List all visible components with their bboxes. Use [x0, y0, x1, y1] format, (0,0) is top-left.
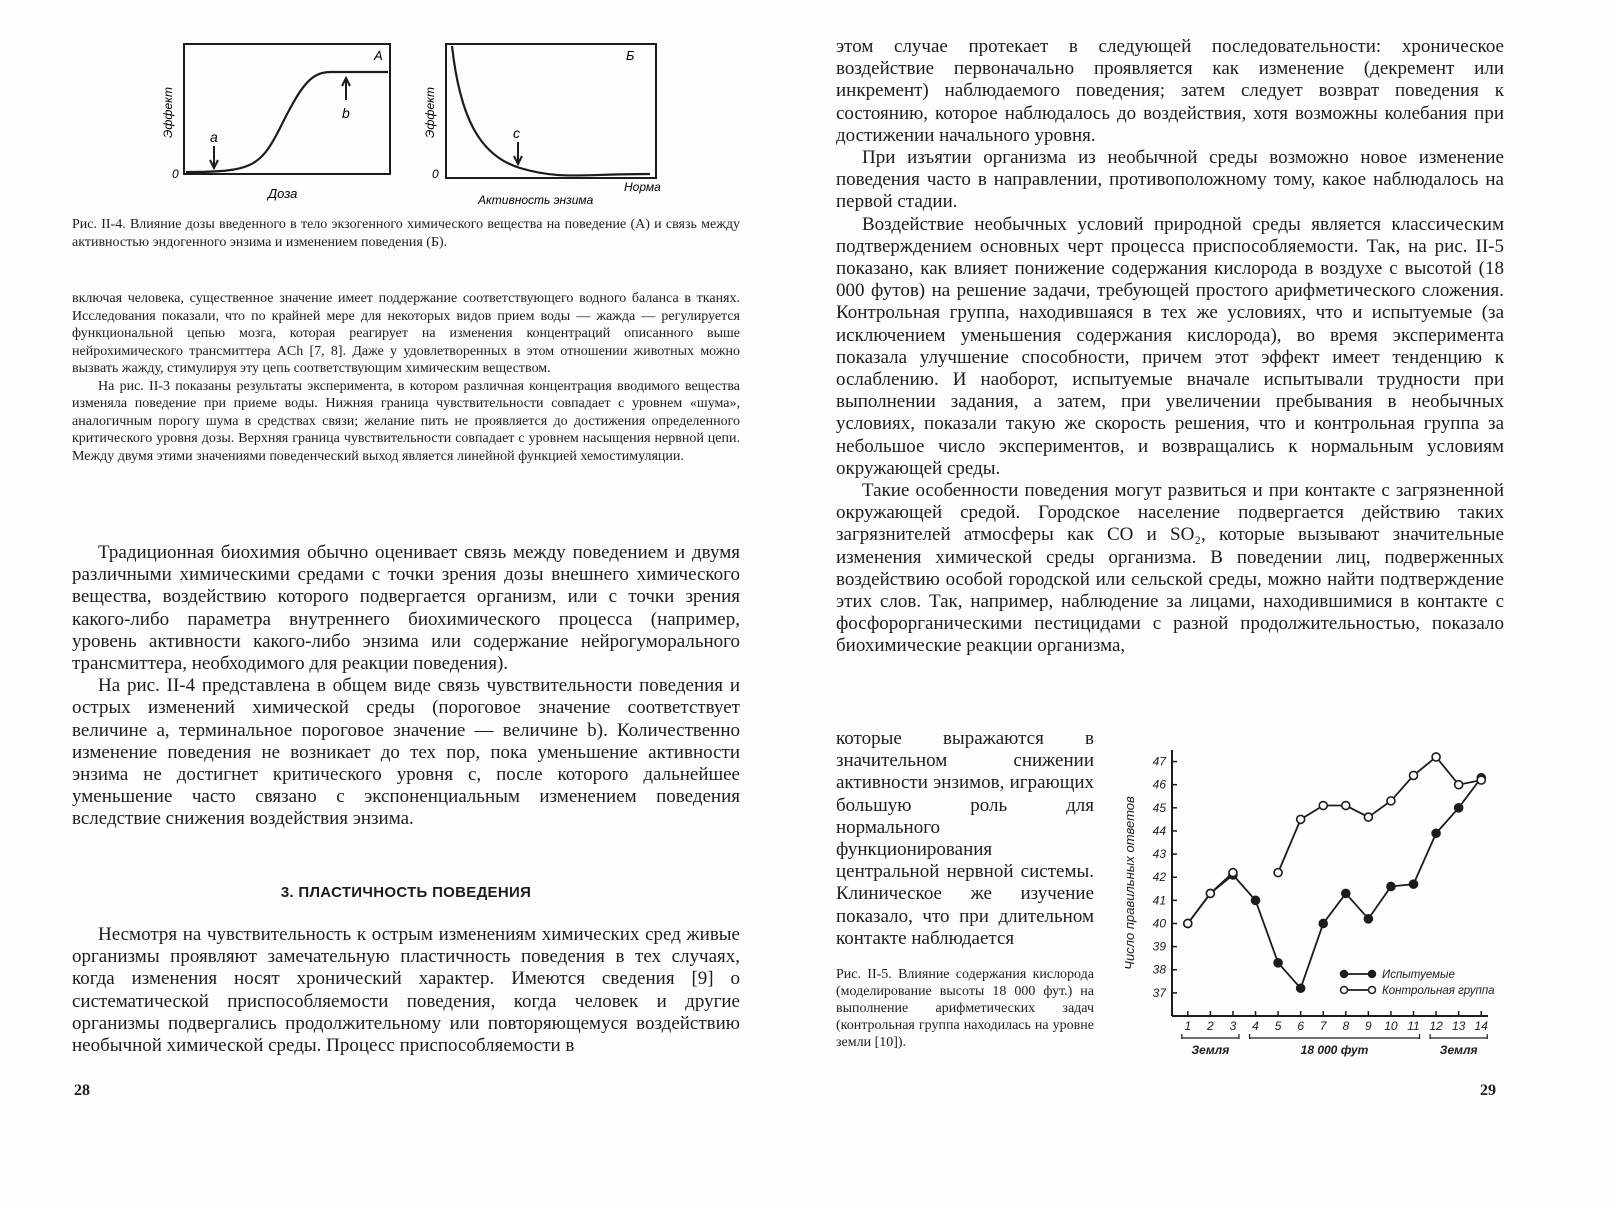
- y-tick-label: 46: [1152, 777, 1166, 792]
- y-tick-label: 37: [1152, 985, 1166, 1000]
- x-tick-label: 10: [1384, 1019, 1398, 1033]
- fig5-chart: [1108, 742, 1504, 1068]
- x-tick-label: 4: [1252, 1019, 1259, 1033]
- paragraph-r3: Воздействие необычных условий природной среды является классическим подтверждением основных черт процесса приспособляемости. Так, на рис. II-5 показано, как влияет понижение содержания кислорода в воздухе с высотой (18 000 футов) на решение задачи, требующей простого арифметического сложения. Контрольная группа, находившаяся в тех же условиях, что и испытуемые (за исключением уменьшения содержания кислорода), во время эксперимента показала улучшение способности, причем этот эффект имеет тенденцию к ослаблению. И наоборот, испытуемые вначале испытывали трудности при выполнении задания, а затем, при увеличении пребывания в необычных условиях, показали такую же скорость решения, что и контрольная группа за небольшое число экспериментов, и возвращались к нормальным условиям окружающей среды.: [836, 213, 1504, 479]
- left-small-text: [72, 290, 740, 465]
- series-line-0: [1188, 778, 1481, 988]
- legend-label: Испытуемые: [1382, 969, 1455, 981]
- data-point-filled: [1319, 919, 1327, 927]
- x-tick-label: 11: [1407, 1019, 1420, 1033]
- data-point-open: [1297, 815, 1305, 823]
- x-axis-label: Активность энзима: [478, 193, 594, 207]
- page-number-right: 29: [1480, 1082, 1496, 1099]
- paragraph-r5: которые выражаются в значительном снижении активности энзимов, играющих большую роль для нормального функционирования центральной нервной системы. Клиническое же изучение показало, что при длительном контакте наблюдается: [836, 728, 1094, 949]
- mark-a: a: [210, 129, 218, 145]
- y-axis-label: Эффект: [423, 87, 437, 138]
- panel-letter-b: Б: [626, 48, 635, 63]
- x-tick-label: 7: [1319, 1019, 1327, 1033]
- x-norm-label: Норма: [624, 180, 661, 194]
- data-point-open: [1477, 776, 1485, 784]
- data-point-filled: [1364, 915, 1372, 923]
- data-point-filled: [1410, 880, 1418, 888]
- data-point-open: [1410, 771, 1418, 779]
- legend-marker: [1369, 987, 1376, 994]
- data-point-open: [1274, 869, 1282, 877]
- legend-marker: [1341, 987, 1348, 994]
- data-point-open: [1455, 781, 1463, 789]
- data-point-open: [1206, 889, 1214, 897]
- y-axis-label: Эффект: [161, 87, 175, 138]
- data-point-filled: [1432, 829, 1440, 837]
- data-point-filled: [1274, 959, 1282, 967]
- x-tick-label: 13: [1451, 1019, 1466, 1033]
- decay-curve: [452, 46, 650, 176]
- y-tick-label: 42: [1152, 870, 1166, 885]
- x-tick-label: 1: [1184, 1019, 1192, 1033]
- x-tick-label: 8: [1342, 1019, 1350, 1033]
- left-main-text-2: [72, 924, 740, 1057]
- legend-marker: [1341, 971, 1348, 978]
- paragraph-3: Несмотря на чувствительность к острым изменениям химических сред живые организмы проявляют замечательную пластичность поведения в тех случаях, когда изменения носят хронический характер. Имеются сведения [9] о систематической приспособляемости поведения, когда человек и другие организмы подвергались продолжительному или повторяющемуся воздействию необычной химической среды. Процесс приспособляемости в: [72, 924, 740, 1057]
- paragraph-r2: При изъятии организма из необычной среды возможно новое изменение поведения часто в направлении, противоположному тому, какое наблюдалось на первой стадии.: [836, 147, 1504, 213]
- small-paragraph-1: включая человека, существенное значение имеет поддержание соответствующего водного баланса в тканях. Исследования показали, что по крайней мере для некоторых видов прием воды — жажда — регулируется функциональной цепью мозга, которая реагирует на изменения концентраций описанного выше нейрохимического трансмиттера ACh [7, 8]. Даже у удовлетворенных в этом отношении животных можно вызвать жажду, стимулируя эту цепь соответствующим химическим веществом.: [72, 291, 740, 376]
- paragraph-r4: Такие особенности поведения могут развиться и при контакте с загрязненной окружающей средой. Городское население подвергается действию таких загрязнителей атмосферы как CO и SO₂, которые вызывают значительные изменения химической среды организма. В поведении лиц, подверженных воздействию особой городской или сельской среды, можно найти подтверждение этих слов. Так, например, наблюдение за лицами, находившимися в контакте с фосфорорганическими пестицидами с разной продолжительностью, показало биохимические реакции организма,: [836, 480, 1504, 657]
- data-point-open: [1229, 869, 1237, 877]
- x-group-label: Земля: [1191, 1043, 1230, 1057]
- data-point-filled: [1387, 882, 1395, 890]
- y-tick-label: 47: [1152, 754, 1166, 769]
- data-point-open: [1364, 813, 1372, 821]
- x-tick-label: 12: [1429, 1019, 1443, 1033]
- data-point-filled: [1252, 896, 1260, 904]
- series-line-1: [1278, 757, 1481, 873]
- x-tick-label: 5: [1274, 1019, 1282, 1033]
- y-tick-label: 40: [1152, 916, 1166, 931]
- data-point-filled: [1455, 804, 1463, 812]
- zero-label: 0: [172, 167, 179, 181]
- data-point-filled: [1342, 889, 1350, 897]
- x-tick-label: 6: [1297, 1019, 1305, 1033]
- fig4-chart-b: [420, 38, 675, 213]
- small-paragraph-2: На рис. II-3 показаны результаты эксперимента, в котором различная концентрация вводимого вещества изменяла поведение при приеме воды. Нижняя граница чувствительности совпадает с уровнем «шума», аналогичным порогу шума в средствах связи; желание пить не проявляется до достижения определенного критического уровня дозы. Верхняя граница чувствительности совпадает с уровнем насыщения нервной цепи. Между двумя этими значениями поведенческий выход является линейной функцией хемостимуляции.: [72, 378, 740, 464]
- panel-letter-a: А: [374, 48, 383, 63]
- section-heading: 3. ПЛАСТИЧНОСТЬ ПОВЕДЕНИЯ: [280, 884, 532, 901]
- data-point-open: [1342, 802, 1350, 810]
- x-axis-label: Доза: [268, 186, 298, 201]
- fig4-chart-a: [150, 38, 405, 208]
- x-group-label: 18 000 фут: [1300, 1043, 1369, 1057]
- data-point-filled: [1297, 984, 1305, 992]
- paragraph-r1: этом случае протекает в следующей последовательности: хроническое воздействие первоначально проявляется как изменение (декремент или инкремент) наблюдаемого поведения; затем следует возврат поведения к состоянию, которое наблюдалось до воздействия, хотя возможны колебания при достижении начального уровня.: [836, 36, 1504, 146]
- paragraph-1: Традиционная биохимия обычно оценивает связь между поведением и двумя различными химическими средами с точки зрения дозы внешнего химического вещества, воздействию которого подвергается организм, или с точки зрения какого-либо параметра внутреннего биохимического процесса (например, уровень активности какого-либо энзима или содержание нейрогуморального трансмиттера, необходимого для реакции поведения).: [72, 542, 740, 675]
- x-tick-label: 3: [1229, 1019, 1237, 1033]
- data-point-open: [1387, 797, 1395, 805]
- x-tick-label: 14: [1474, 1019, 1488, 1033]
- left-main-text: [72, 542, 740, 831]
- fig5-caption: Рис. II-5. Влияние содержания кислорода (моделирование высоты 18 000 фут.) на выполнение арифметических задач (контрольная группа находилась на уровне земли [10]).: [836, 967, 1094, 1050]
- fig4-caption: Рис. II-4. Влияние дозы введенного в тело экзогенного химического вещества на поведение (А) и связь между активностью эндогенного энзима и изменением поведения (Б).: [72, 217, 740, 250]
- mark-b: b: [342, 105, 350, 121]
- right-column-text: [836, 728, 1094, 950]
- mark-c: c: [513, 125, 520, 141]
- sigmoid-curve: [186, 72, 388, 172]
- page-number-left: 28: [74, 1082, 90, 1099]
- y-tick-label: 39: [1152, 939, 1166, 954]
- data-point-open: [1319, 802, 1327, 810]
- x-tick-label: 2: [1207, 1019, 1214, 1033]
- y-tick-label: 43: [1152, 847, 1166, 862]
- x-group-label: Земля: [1439, 1043, 1478, 1057]
- y-tick-label: 44: [1152, 823, 1166, 838]
- y-tick-label: 41: [1152, 893, 1166, 908]
- data-point-open: [1184, 919, 1192, 927]
- y-axis-label: Число правильных ответов: [1122, 796, 1137, 970]
- right-main-text: [836, 36, 1504, 658]
- y-tick-label: 38: [1152, 962, 1166, 977]
- paragraph-2: На рис. II-4 представлена в общем виде связь чувствительности поведения и острых изменений химической среды (пороговое значение соответствует величине a, терминальное пороговое значение — величине b). Количественно изменение поведения не возникает до тех пор, пока уменьшение активности энзима не достигнет критического уровня c, после которого дальнейшее уменьшение часто связано с экспоненциальным изменением поведения вследствие снижения воздействия энзима.: [72, 675, 740, 830]
- zero-label: 0: [432, 167, 439, 181]
- x-tick-label: 9: [1365, 1019, 1372, 1033]
- data-point-open: [1432, 753, 1440, 761]
- y-tick-label: 45: [1152, 800, 1166, 815]
- legend-label: Контрольная группа: [1382, 985, 1495, 997]
- legend-marker: [1369, 971, 1376, 978]
